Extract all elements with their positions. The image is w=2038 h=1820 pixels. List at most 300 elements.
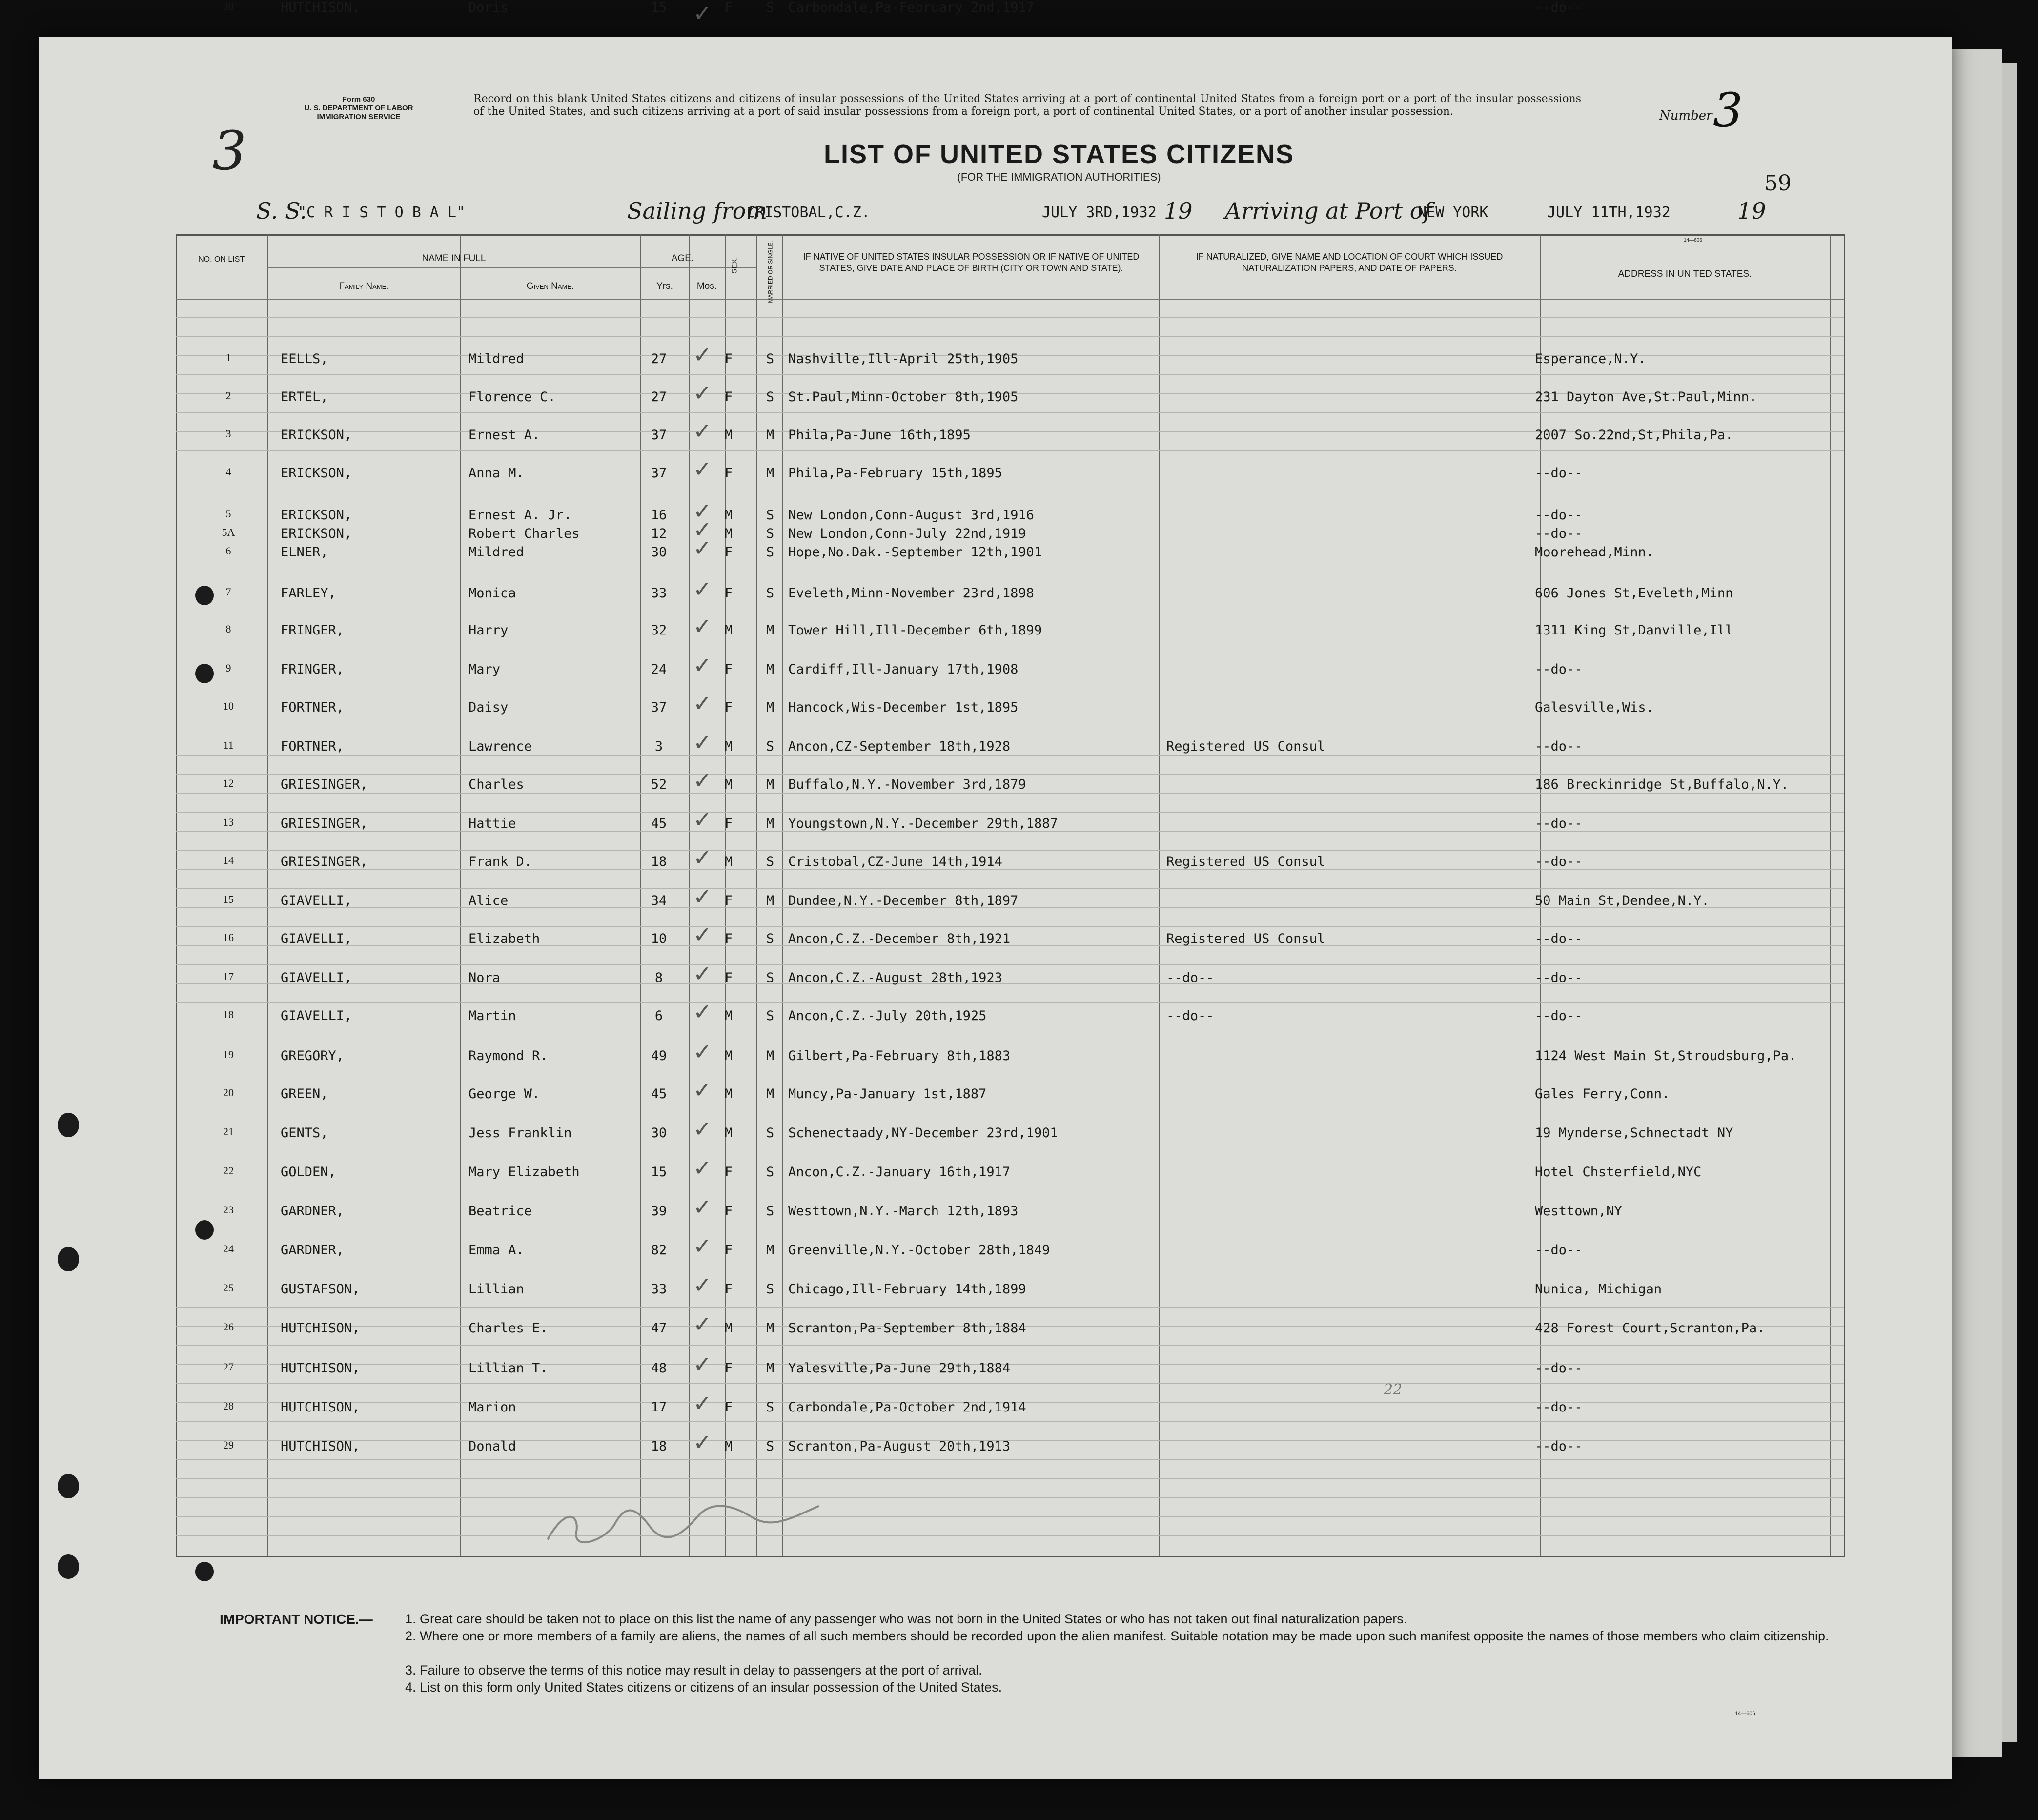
table-row <box>0 1125 2038 1140</box>
given-name: Mildred <box>469 545 524 560</box>
marital-status: M <box>766 1243 774 1258</box>
table-row <box>0 1243 2038 1257</box>
given-name: Robert Charles <box>469 526 580 541</box>
list-number: 23 <box>223 1204 234 1216</box>
sex: M <box>724 1125 733 1141</box>
number-value: 3 <box>1713 83 1743 138</box>
birth-place-date: Hope,No.Dak.-September 12th,1901 <box>788 545 1042 560</box>
list-number: 26 <box>223 1321 234 1333</box>
table-row <box>0 854 2038 869</box>
birth-place-date: Yalesville,Pa-June 29th,1884 <box>788 1361 1011 1376</box>
marital-status: S <box>766 1008 774 1023</box>
given-name: Hattie <box>469 816 516 831</box>
list-number: 14 <box>223 854 234 866</box>
given-name: Charles <box>469 777 524 792</box>
given-name: Raymond R. <box>469 1048 548 1063</box>
check-mark-icon: ✓ <box>693 1077 712 1103</box>
birth-place-date: Greenville,N.Y.-October 28th,1849 <box>788 1243 1050 1258</box>
table-row <box>0 466 2038 480</box>
stamp-number: 59 <box>1764 171 1792 196</box>
given-name: Florence C. <box>469 389 556 405</box>
sex: F <box>724 1243 733 1258</box>
col-address-header: ADDRESS IN UNITED STATES. <box>1618 269 1752 279</box>
family-name: HUTCHISON, <box>281 1321 360 1336</box>
birth-place-date: Scranton,Pa-September 8th,1884 <box>788 1321 1026 1336</box>
us-address: Moorehead,Minn. <box>1535 545 1654 560</box>
marital-status: S <box>766 970 774 985</box>
marital-status: S <box>766 545 774 560</box>
notice-item: 2. Where one or more members of a family are aliens, the names of all such members should be recorded upon the alien manifest. Suitable notation may be made upon such manifest opposite the names of those members who claim citizenship. <box>405 1629 1829 1643</box>
table-row <box>0 1086 2038 1101</box>
marital-status: M <box>766 700 774 715</box>
check-mark-icon: ✓ <box>693 1351 712 1377</box>
list-number: 4 <box>225 466 231 478</box>
check-mark-icon: ✓ <box>693 1311 712 1337</box>
family-name: GARDNER, <box>281 1204 345 1219</box>
table-row <box>0 1361 2038 1375</box>
us-address: Esperance,N.Y. <box>1535 351 1646 367</box>
age-years: 52 <box>651 777 667 792</box>
col-birthplace-header: IF NATIVE OF UNITED STATES INSULAR POSSESSION OR IF NATIVE OF UNITED STATES, GIVE DATE AND PLACE OF BIRTH (CITY OR TOWN AND STATE). <box>803 252 1140 273</box>
family-name: GRIESINGER, <box>281 854 368 869</box>
sex: M <box>724 1008 733 1023</box>
family-name: GENTS, <box>281 1125 328 1141</box>
family-name: ERICKSON, <box>281 466 352 481</box>
printer-mark: 14—606 <box>1684 238 1702 243</box>
check-mark-icon: ✓ <box>693 690 712 716</box>
age-years: 17 <box>651 1400 667 1415</box>
birth-place-date: Gilbert,Pa-February 8th,1883 <box>788 1048 1011 1063</box>
list-number: 22 <box>223 1165 234 1177</box>
list-number: 6 <box>225 545 231 557</box>
table-row <box>0 508 2038 522</box>
birth-place-date: Ancon,C.Z.-December 8th,1921 <box>788 931 1011 946</box>
service-name: IMMIGRATION SERVICE <box>317 113 401 121</box>
given-name: Ernest A. Jr. <box>469 508 572 523</box>
age-years: 6 <box>654 1008 663 1023</box>
check-mark-icon: ✓ <box>693 767 712 794</box>
marital-status: S <box>766 389 774 405</box>
age-years: 30 <box>651 545 667 560</box>
marital-status: S <box>766 931 774 946</box>
birth-place-date: Muncy,Pa-January 1st,1887 <box>788 1086 987 1102</box>
us-address: --do-- <box>1535 854 1583 869</box>
us-address: --do-- <box>1535 0 1583 15</box>
age-years: 37 <box>651 428 667 443</box>
table-row <box>0 970 2038 985</box>
check-mark-icon: ✓ <box>693 844 712 871</box>
marital-status: M <box>766 1321 774 1336</box>
marital-status: S <box>766 854 774 869</box>
sex: F <box>724 1400 733 1415</box>
check-mark-icon: ✓ <box>693 1390 712 1416</box>
age-years: 47 <box>651 1321 667 1336</box>
age-years: 37 <box>651 466 667 481</box>
marital-status: S <box>766 526 774 541</box>
form-number: Form 630 <box>342 95 375 103</box>
arrival-port: NEW YORK <box>1418 204 1488 221</box>
birth-place-date: Buffalo,N.Y.-November 3rd,1879 <box>788 777 1026 792</box>
list-number: 12 <box>223 777 234 789</box>
birth-place-date: Ancon,C.Z.-July 20th,1925 <box>788 1008 987 1023</box>
us-address: --do-- <box>1535 1439 1583 1454</box>
sex: F <box>724 1165 733 1180</box>
check-mark-icon: ✓ <box>693 342 712 368</box>
footer-code: 14—606 <box>1735 1711 1755 1717</box>
given-name: Harry <box>469 623 509 638</box>
us-address: --do-- <box>1535 1361 1583 1376</box>
form-instruction: Record on this blank United States citizens and citizens of insular possessions of the United States arriving at a port of continental United States from a foreign port or a port of the insular possessions of the United States, and such citizens arriving at a port of said insular possessions from a foreign port, a port of continental United States, or a port of another insular possession. <box>473 93 1581 118</box>
given-name: Beatrice <box>469 1204 532 1219</box>
col-no-header: NO. ON LIST. <box>198 255 246 264</box>
notice-label: IMPORTANT NOTICE.— <box>220 1612 373 1627</box>
list-number: 10 <box>223 700 234 712</box>
family-name: HUTCHISON, <box>281 1361 360 1376</box>
us-address: 428 Forest Court,Scranton,Pa. <box>1535 1321 1765 1336</box>
sex: M <box>724 1439 733 1454</box>
list-number: 11 <box>223 739 234 751</box>
sex: F <box>724 466 733 481</box>
family-name: HUTCHISON, <box>281 1439 360 1454</box>
age-years: 34 <box>651 893 667 908</box>
table-row <box>0 1008 2038 1023</box>
given-name: Mary Elizabeth <box>469 1165 580 1180</box>
col-age-header: AGE. <box>671 253 694 264</box>
arriving-label: Arriving at Port of <box>1225 198 1432 224</box>
birth-place-date: Carbondale,Pa-October 2nd,1914 <box>788 1400 1026 1415</box>
table-row <box>0 586 2038 600</box>
birth-place-date: New London,Conn-July 22nd,1919 <box>788 526 1026 541</box>
table-row <box>0 1400 2038 1414</box>
list-number: 16 <box>223 931 234 943</box>
form-identifier <box>288 95 429 122</box>
us-address: --do-- <box>1535 1008 1583 1023</box>
list-number: 25 <box>223 1282 234 1294</box>
table-row <box>0 1439 2038 1453</box>
birth-place-date: Eveleth,Minn-November 23rd,1898 <box>788 586 1034 601</box>
given-name: Martin <box>469 1008 516 1023</box>
list-number: 8 <box>225 623 231 635</box>
punch-hole <box>58 1474 79 1498</box>
table-row <box>0 1282 2038 1296</box>
sex: M <box>724 777 733 792</box>
birth-place-date: Dundee,N.Y.-December 8th,1897 <box>788 893 1019 908</box>
marital-status: M <box>766 1361 774 1376</box>
marital-status: M <box>766 466 774 481</box>
given-name: Ernest A. <box>469 428 540 443</box>
sailing-port: CRISTOBAL,C.Z. <box>747 204 870 221</box>
check-mark-icon: ✓ <box>693 613 712 639</box>
col-marital-header: MARRIED OR SINGLE. <box>767 241 774 303</box>
birth-place-date: Carbondale,Pa-February 2nd,1917 <box>788 0 1034 15</box>
sex: F <box>724 389 733 405</box>
family-name: GRIESINGER, <box>281 777 368 792</box>
check-mark-icon: ✓ <box>693 652 712 678</box>
sex: F <box>724 351 733 367</box>
us-address: --do-- <box>1535 508 1583 523</box>
list-number: 21 <box>223 1125 234 1138</box>
marital-status: S <box>766 586 774 601</box>
col-name-header: NAME IN FULL <box>422 253 486 264</box>
marital-status: M <box>766 1048 774 1063</box>
family-name: FRINGER, <box>281 662 345 677</box>
table-row <box>0 931 2038 946</box>
list-number: 30 <box>223 0 234 12</box>
age-years: 48 <box>651 1361 667 1376</box>
sex: F <box>724 545 733 560</box>
table-row <box>0 1048 2038 1063</box>
marital-status: S <box>766 1439 774 1454</box>
family-name: ERICKSON, <box>281 428 352 443</box>
marital-status: M <box>766 428 774 443</box>
list-number: 3 <box>225 428 231 440</box>
number-label: Number <box>1659 108 1712 123</box>
us-address: --do-- <box>1535 816 1583 831</box>
us-address: --do-- <box>1535 1243 1583 1258</box>
list-number: 27 <box>223 1361 234 1373</box>
us-address: Nunica, Michigan <box>1535 1282 1662 1297</box>
table-row <box>0 389 2038 404</box>
age-years: 15 <box>651 0 667 15</box>
age-years: 8 <box>654 970 663 985</box>
family-name: EELLS, <box>281 351 328 367</box>
col-naturalized-header: IF NATURALIZED, GIVE NAME AND LOCATION OF COURT WHICH ISSUED NATURALIZATION PAPERS, AND DATE OF PAPERS. <box>1196 252 1503 273</box>
birth-place-date: Chicago,Ill-February 14th,1899 <box>788 1282 1026 1297</box>
given-name: Nora <box>469 970 501 985</box>
check-mark-icon: ✓ <box>693 1039 712 1065</box>
check-mark-icon: ✓ <box>693 1155 712 1181</box>
marital-status: S <box>766 1204 774 1219</box>
us-address: 606 Jones St,Eveleth,Minn <box>1535 586 1733 601</box>
naturalization: --do-- <box>1166 970 1214 985</box>
col-sex-header: SEX. <box>730 257 739 274</box>
col-mos-header: Mos. <box>696 281 717 291</box>
list-number: 18 <box>223 1008 234 1021</box>
list-number: 13 <box>223 816 234 828</box>
family-name: GARDNER, <box>281 1243 345 1258</box>
sex: M <box>724 1321 733 1336</box>
sex: M <box>724 1048 733 1063</box>
us-address: 50 Main St,Dendee,N.Y. <box>1535 893 1710 908</box>
list-number: 2 <box>225 389 231 402</box>
list-number: 9 <box>225 662 231 674</box>
birth-place-date: Scranton,Pa-August 20th,1913 <box>788 1439 1011 1454</box>
table-row <box>0 893 2038 908</box>
age-years: 18 <box>651 854 667 869</box>
family-name: GREEN, <box>281 1086 328 1102</box>
age-years: 12 <box>651 526 667 541</box>
table-row <box>0 816 2038 831</box>
birth-place-date: Schenectaady,NY-December 23rd,1901 <box>788 1125 1058 1141</box>
list-number: 24 <box>223 1243 234 1255</box>
table-row <box>0 623 2038 637</box>
sex: M <box>724 428 733 443</box>
handwritten-mark: 3 <box>212 120 246 182</box>
us-address: 1311 King St,Danville,Ill <box>1535 623 1733 638</box>
marital-status: M <box>766 816 774 831</box>
age-years: 24 <box>651 662 667 677</box>
arrival-year: 19 <box>1737 198 1766 224</box>
check-mark-icon: ✓ <box>693 999 712 1025</box>
check-mark-icon: ✓ <box>693 456 712 482</box>
notice-item: 4. List on this form only United States citizens or citizens of an insular possession of the United States. <box>405 1680 1002 1695</box>
table-row <box>0 1165 2038 1179</box>
marital-status: S <box>766 1165 774 1180</box>
marital-status: S <box>766 351 774 367</box>
given-name: Charles E. <box>469 1321 548 1336</box>
list-number: 15 <box>223 893 234 905</box>
check-mark-icon: ✓ <box>693 961 712 987</box>
check-mark-icon: ✓ <box>693 1194 712 1220</box>
sex: F <box>724 662 733 677</box>
given-name: Elizabeth <box>469 931 540 946</box>
marital-status: M <box>766 1086 774 1102</box>
punch-hole <box>58 1554 79 1579</box>
given-name: Lillian T. <box>469 1361 548 1376</box>
check-mark-icon: ✓ <box>693 516 712 543</box>
notice-item: 3. Failure to observe the terms of this notice may result in delay to passengers at the port of arrival. <box>405 1663 982 1677</box>
arrival-date: JULY 11TH,1932 <box>1547 204 1671 221</box>
us-address: 2007 So.22nd,St,Phila,Pa. <box>1535 428 1733 443</box>
given-name: Doris <box>469 0 509 15</box>
family-name: GIAVELLI, <box>281 931 352 946</box>
birth-place-date: Ancon,C.Z.-January 16th,1917 <box>788 1165 1011 1180</box>
given-name: Jess Franklin <box>469 1125 572 1141</box>
col-family-header: Family Name. <box>339 281 389 291</box>
us-address: Hotel Chsterfield,NYC <box>1535 1165 1702 1180</box>
us-address: Galesville,Wis. <box>1535 700 1654 715</box>
birth-place-date: Tower Hill,Ill-December 6th,1899 <box>788 623 1042 638</box>
family-name: FRINGER, <box>281 623 345 638</box>
ship-name: "C R I S T O B A L" <box>298 204 466 221</box>
check-mark-icon: ✓ <box>693 498 712 524</box>
marital-status: M <box>766 893 774 908</box>
list-number: 5A <box>222 526 235 538</box>
sex: F <box>724 970 733 985</box>
check-mark-icon: ✓ <box>693 883 712 910</box>
family-name: GIAVELLI, <box>281 893 352 908</box>
given-name: George W. <box>469 1086 540 1102</box>
table-row <box>0 1204 2038 1218</box>
page-title: LIST OF UNITED STATES CITIZENS <box>824 140 1294 169</box>
age-years: 45 <box>651 816 667 831</box>
check-mark-icon: ✓ <box>693 535 712 561</box>
family-name: GOLDEN, <box>281 1165 336 1180</box>
given-name: Alice <box>469 893 509 908</box>
sex: F <box>724 700 733 715</box>
us-address: --do-- <box>1535 526 1583 541</box>
age-years: 82 <box>651 1243 667 1258</box>
age-years: 30 <box>651 1125 667 1141</box>
page-subtitle: (FOR THE IMMIGRATION AUTHORITIES) <box>957 171 1161 183</box>
given-name: Marion <box>469 1400 516 1415</box>
age-years: 33 <box>651 586 667 601</box>
check-mark-icon: ✓ <box>693 1233 712 1259</box>
col-given-header: Given Name. <box>526 281 574 291</box>
birth-place-date: Nashville,Ill-April 25th,1905 <box>788 351 1019 367</box>
list-number: 20 <box>223 1086 234 1099</box>
check-mark-icon: ✓ <box>693 1429 712 1455</box>
marital-status: S <box>766 508 774 523</box>
marital-status: M <box>766 662 774 677</box>
us-address: 231 Dayton Ave,St.Paul,Minn. <box>1535 389 1757 405</box>
age-years: 27 <box>651 351 667 367</box>
sex: F <box>724 1361 733 1376</box>
birth-place-date: Cardiff,Ill-January 17th,1908 <box>788 662 1019 677</box>
us-address: --do-- <box>1535 739 1583 754</box>
family-name: FARLEY, <box>281 586 336 601</box>
punch-hole <box>195 1562 214 1581</box>
sex: F <box>724 931 733 946</box>
list-number: 19 <box>223 1048 234 1061</box>
sex: F <box>724 1204 733 1219</box>
sex: F <box>724 0 733 15</box>
table-row <box>0 1321 2038 1335</box>
birth-place-date: Youngstown,N.Y.-December 29th,1887 <box>788 816 1058 831</box>
table-row <box>0 777 2038 792</box>
sailing-year: 19 <box>1164 198 1193 224</box>
marital-status: S <box>766 0 774 15</box>
sex: F <box>724 893 733 908</box>
list-number: 17 <box>223 970 234 982</box>
col-yrs-header: Yrs. <box>656 281 673 291</box>
family-name: ELNER, <box>281 545 328 560</box>
us-address: --do-- <box>1535 1400 1583 1415</box>
birth-place-date: Cristobal,CZ-June 14th,1914 <box>788 854 1002 869</box>
given-name: Frank D. <box>469 854 532 869</box>
table-row <box>0 526 2038 541</box>
us-address: Gales Ferry,Conn. <box>1535 1086 1670 1102</box>
naturalization: Registered US Consul <box>1166 854 1325 869</box>
list-number: 7 <box>225 586 231 598</box>
marital-status: S <box>766 1125 774 1141</box>
age-years: 39 <box>651 1204 667 1219</box>
naturalization: --do-- <box>1166 1008 1214 1023</box>
us-address: Westtown,NY <box>1535 1204 1622 1219</box>
family-name: GIAVELLI, <box>281 1008 352 1023</box>
table-row <box>0 739 2038 754</box>
given-name: Mary <box>469 662 501 677</box>
sex: M <box>724 526 733 541</box>
table-row <box>0 700 2038 715</box>
check-mark-icon: ✓ <box>693 806 712 833</box>
check-mark-icon: ✓ <box>693 1272 712 1298</box>
us-address: 19 Mynderse,Schnectadt NY <box>1535 1125 1733 1141</box>
us-address: --do-- <box>1535 662 1583 677</box>
department-name: U. S. DEPARTMENT OF LABOR <box>304 104 413 112</box>
us-address: --do-- <box>1535 931 1583 946</box>
given-name: Donald <box>469 1439 516 1454</box>
us-address: 186 Breckinridge St,Buffalo,N.Y. <box>1535 777 1789 792</box>
sex: M <box>724 1086 733 1102</box>
check-mark-icon: ✓ <box>693 0 712 26</box>
check-mark-icon: ✓ <box>693 418 712 444</box>
list-number: 28 <box>223 1400 234 1412</box>
table-row <box>0 0 2038 15</box>
sex: M <box>724 854 733 869</box>
us-address: 1124 West Main St,Stroudsburg,Pa. <box>1535 1048 1797 1063</box>
naturalization: Registered US Consul <box>1166 931 1325 946</box>
table-row <box>0 545 2038 559</box>
list-number: 1 <box>225 351 231 364</box>
notice-item: 1. Great care should be taken not to place on this list the name of any passenger who was not born in the United States or who has not taken out final naturalization papers. <box>405 1612 1407 1626</box>
family-name: ERICKSON, <box>281 508 352 523</box>
given-name: Mildred <box>469 351 524 367</box>
family-name: ERICKSON, <box>281 526 352 541</box>
family-name: HUTCHISON, <box>281 0 360 15</box>
marital-status: S <box>766 1400 774 1415</box>
table-row <box>0 662 2038 676</box>
